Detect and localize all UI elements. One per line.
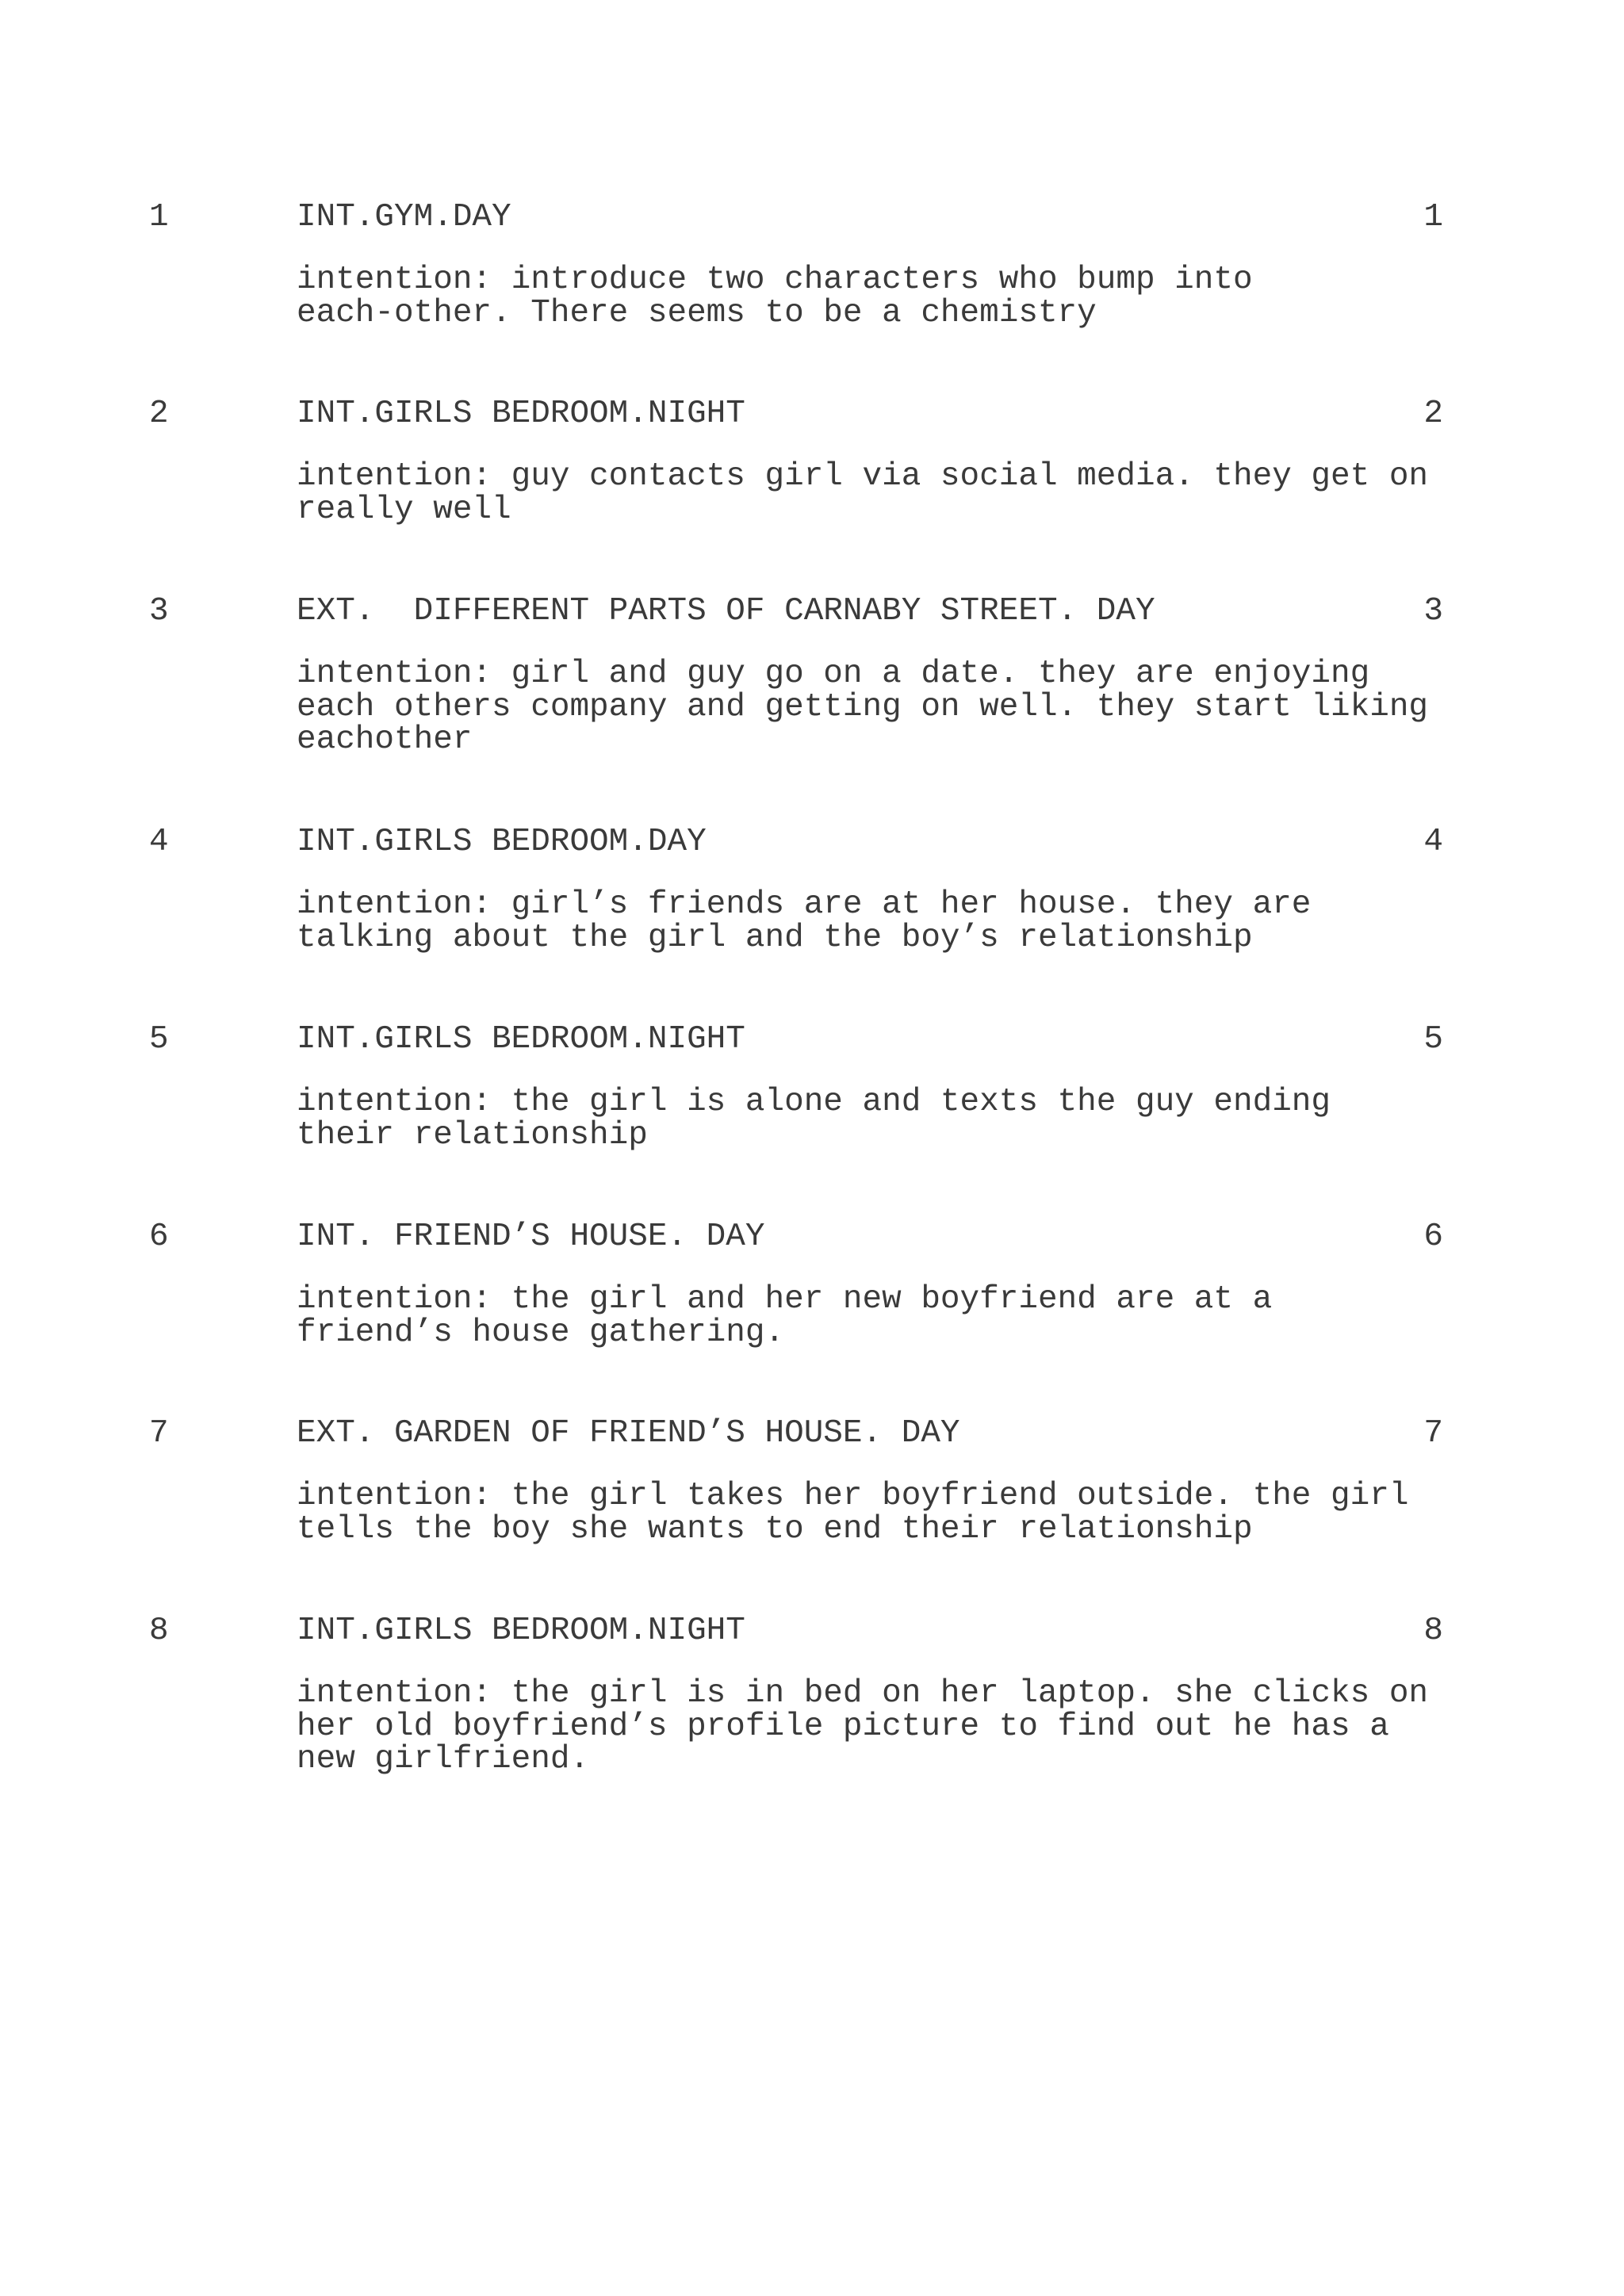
scene-action: intention: girl’s friends are at her house. they are talking about the girl and the boy’s relationship — [297, 886, 1312, 956]
scene-number-right: 4 — [1423, 824, 1443, 860]
scene-number-right: 1 — [1423, 199, 1443, 235]
scene-action: intention: the girl and her new boyfriend are at a friend’s house gathering. — [297, 1281, 1273, 1351]
scene-heading: INT.GYM.DAY — [297, 199, 511, 235]
scene-action: intention: the girl takes her boyfriend outside. the girl tells the boy she wants to end their relationship — [297, 1478, 1409, 1548]
scene-number-left: 6 — [149, 1219, 169, 1255]
scene-number-left: 3 — [149, 593, 169, 629]
scene-number-right: 5 — [1423, 1021, 1443, 1058]
scene-action: intention: girl and guy go on a date. they are enjoying each others company and getting on well. they start liking eachother — [297, 656, 1429, 758]
scene-number-left: 2 — [149, 396, 169, 432]
scene-number-left: 4 — [149, 824, 169, 860]
scene-number-left: 8 — [149, 1613, 169, 1649]
scene-heading: INT.GIRLS BEDROOM.DAY — [297, 824, 707, 860]
scene-heading: INT.GIRLS BEDROOM.NIGHT — [297, 396, 745, 432]
scene-number-left: 5 — [149, 1021, 169, 1058]
scene-heading: INT.GIRLS BEDROOM.NIGHT — [297, 1021, 745, 1058]
scene-action: intention: the girl is in bed on her laptop. she clicks on her old boyfriend’s profile picture to find out he has a new girlfriend. — [297, 1675, 1429, 1777]
scene-action: intention: guy contacts girl via social media. they get on really well — [297, 458, 1429, 528]
scene-heading: EXT. GARDEN OF FRIEND’S HOUSE. DAY — [297, 1415, 960, 1452]
scene-action: intention: introduce two characters who bump into each-other. There seems to be a chemistry — [297, 262, 1253, 331]
scene-heading: INT.GIRLS BEDROOM.NIGHT — [297, 1613, 745, 1649]
scene-number-left: 1 — [149, 199, 169, 235]
scene-number-right: 2 — [1423, 396, 1443, 432]
scene-number-right: 6 — [1423, 1219, 1443, 1255]
scene-action: intention: the girl is alone and texts the guy ending their relationship — [297, 1084, 1331, 1154]
scene-heading: INT. FRIEND’S HOUSE. DAY — [297, 1219, 765, 1255]
scene-number-right: 8 — [1423, 1613, 1443, 1649]
scene-number-right: 7 — [1423, 1415, 1443, 1452]
scene-heading: EXT. DIFFERENT PARTS OF CARNABY STREET. DAY — [297, 593, 1155, 629]
scene-number-left: 7 — [149, 1415, 169, 1452]
scene-number-right: 3 — [1423, 593, 1443, 629]
